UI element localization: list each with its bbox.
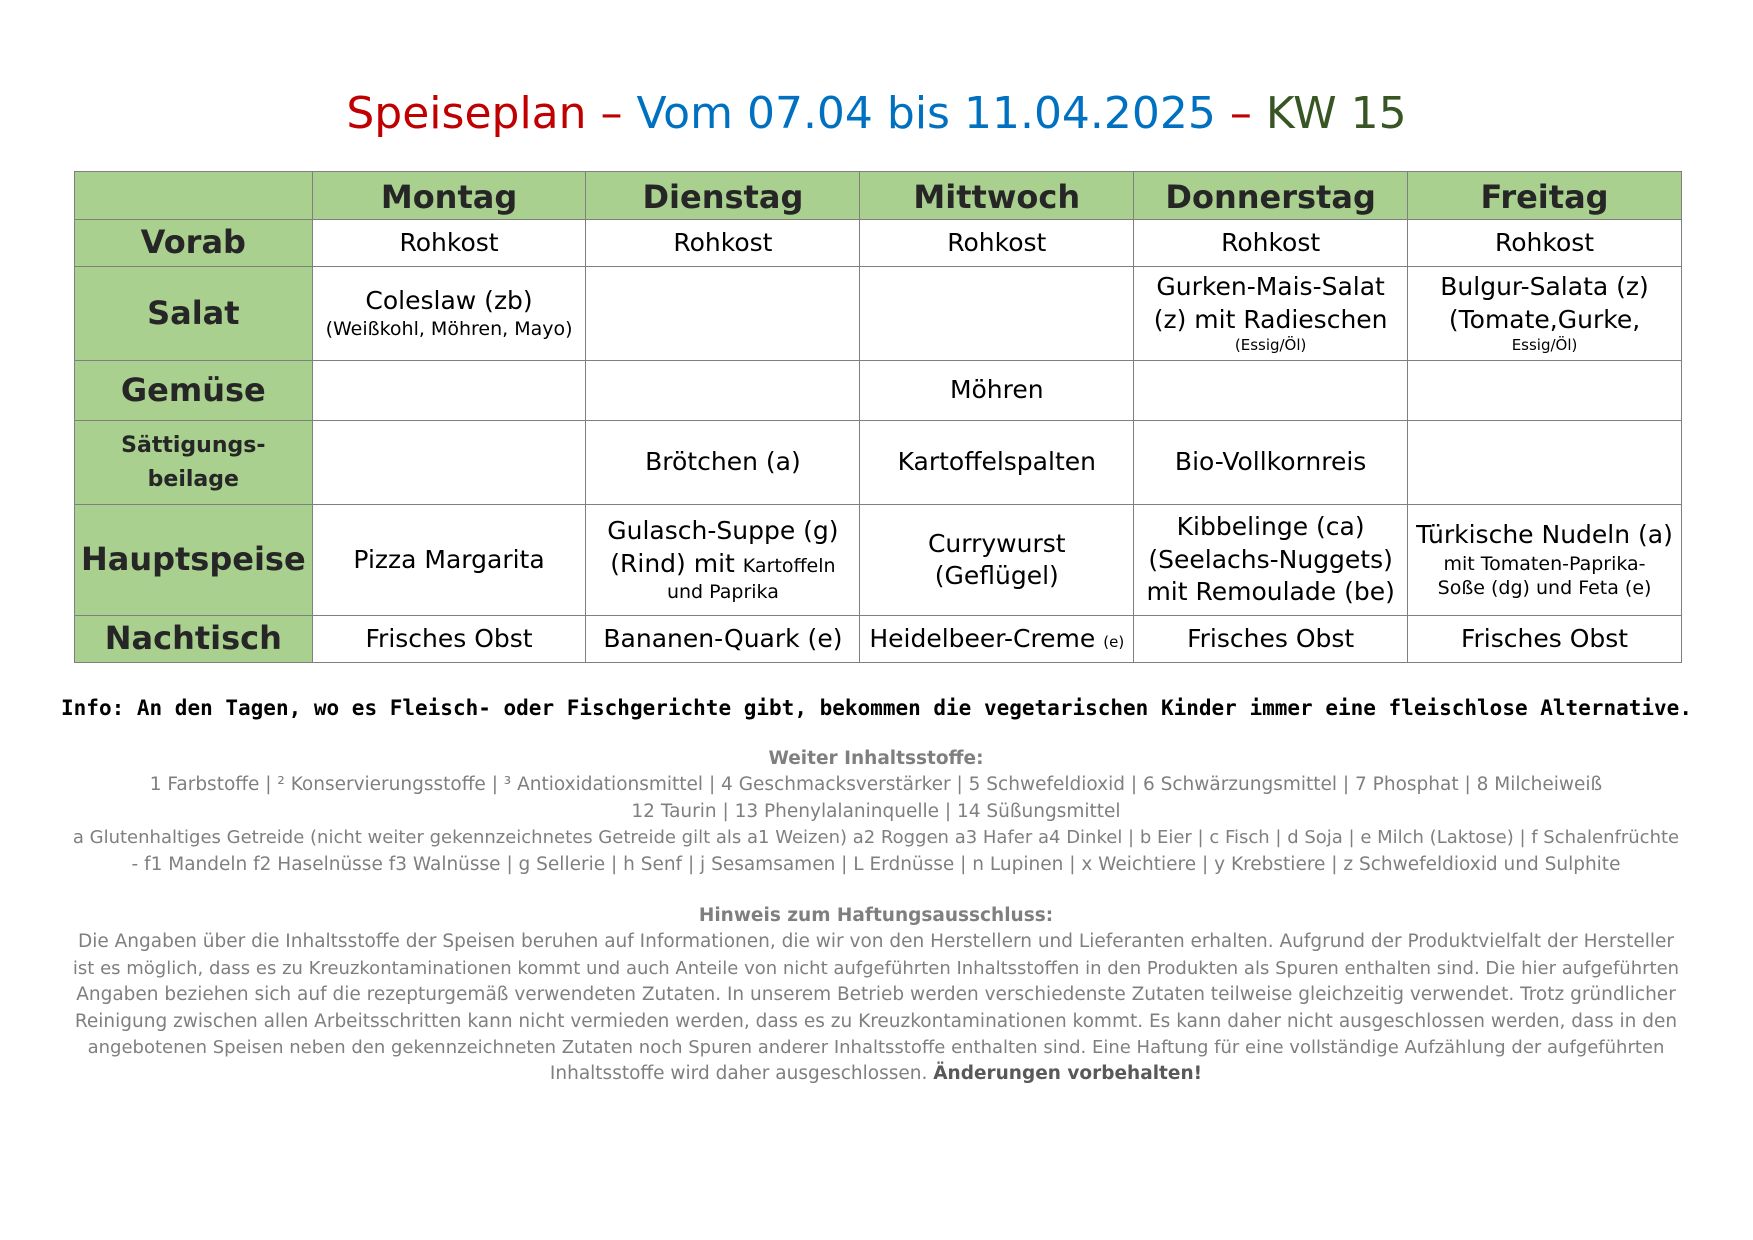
dish-name xyxy=(590,548,855,581)
menu-cell xyxy=(1134,267,1408,361)
menu-table xyxy=(74,171,1682,663)
dish-name: Heidelbeer-Creme xyxy=(869,623,1104,653)
disclaimer-line xyxy=(70,1061,1682,1087)
dish-name: Gurken-Mais-Salat xyxy=(1156,272,1385,302)
dish-name: (z) mit Radieschen xyxy=(1153,304,1388,334)
dish-detail: (Weißkohl, Möhren, Mayo) xyxy=(325,318,573,341)
menu-cell: Rohkost xyxy=(1134,220,1408,267)
menu-cell: Frisches Obst xyxy=(1134,616,1408,663)
day-wednesday: Mittwoch xyxy=(860,172,1134,220)
disclaimer-section xyxy=(70,903,1682,1088)
menu-cell xyxy=(312,267,586,361)
additives-heading: Weiter Inhaltsstoffe: xyxy=(768,748,984,769)
dish-name: (Tomate,Gurke, xyxy=(1448,304,1641,334)
title-separator: – xyxy=(1215,88,1266,139)
day-monday: Montag xyxy=(312,172,586,220)
dish-detail: mit Tomaten-Paprika- xyxy=(1443,552,1646,575)
dish-name: Kibbelinge (ca) xyxy=(1176,512,1365,542)
row-label-saettigungsbeilage xyxy=(75,421,313,505)
day-thursday: Donnerstag xyxy=(1134,172,1408,220)
disclaimer-line: ist es möglich, dass es zu Kreuzkontaminationen kommt und auch Anteile von nicht aufgeführten Inhaltsstoffen in den Produkten als Spuren enthalten sind. Die hier aufgeführten xyxy=(72,957,1680,979)
menu-cell: Rohkost xyxy=(1408,220,1682,267)
changes-reserved-note: Änderungen vorbehalten! xyxy=(933,1063,1203,1085)
row-label-nachtisch: Nachtisch xyxy=(75,616,313,663)
menu-cell xyxy=(1134,361,1408,421)
dish-name: Türkische Nudeln (a) xyxy=(1416,520,1673,550)
title-date-range: Vom 07.04 bis 11.04.2025 xyxy=(636,88,1216,139)
menu-cell xyxy=(312,421,586,505)
title-speiseplan: Speiseplan xyxy=(346,88,587,139)
menu-cell xyxy=(1408,421,1682,505)
menu-cell xyxy=(1408,361,1682,421)
menu-cell xyxy=(860,505,1134,616)
row-hauptspeise xyxy=(75,505,1682,616)
row-vorab xyxy=(75,220,1682,267)
menu-cell: Kartoffelspalten xyxy=(860,421,1134,505)
menu-cell: Pizza Margarita xyxy=(312,505,586,616)
menu-cell xyxy=(586,361,860,421)
disclaimer-line: Reinigung zwischen allen Arbeitsschritten kann nicht vermieden werden, dass es zu Kreuzkontaminationen kommt. Es kann daher nicht ausgeschlossen werden, dass in den xyxy=(74,1010,1678,1032)
row-label-hauptspeise: Hauptspeise xyxy=(75,505,313,616)
menu-cell: Möhren xyxy=(860,361,1134,421)
dish-name: Coleslaw (zb) xyxy=(365,285,533,315)
dish-name-part: (Rind) mit xyxy=(610,548,743,578)
menu-cell: Bananen-Quark (e) xyxy=(586,616,860,663)
page-title xyxy=(0,84,1753,144)
row-nachtisch xyxy=(75,616,1682,663)
info-note: Info: An den Tagen, wo es Fleisch- oder Fischgerichte gibt, bekommen die vegetarischen Kinder immer eine fleischlose Alternative. xyxy=(61,696,1692,720)
menu-cell: Frisches Obst xyxy=(312,616,586,663)
row-label-salat: Salat xyxy=(75,267,313,361)
row-label-vorab: Vorab xyxy=(75,220,313,267)
menu-cell: Bio-Vollkornreis xyxy=(1134,421,1408,505)
dish-detail: (Essig/Öl) xyxy=(1234,336,1307,355)
title-separator: – xyxy=(586,88,637,139)
menu-cell: Rohkost xyxy=(860,220,1134,267)
row-salat xyxy=(75,267,1682,361)
menu-cell: Frisches Obst xyxy=(1408,616,1682,663)
additives-line: a Glutenhaltiges Getreide (nicht weiter gekennzeichnetes Getreide gilt als a1 Weizen) a2 Roggen a3 Hafer a4 Dinkel | b Eier | c Fisch | d Soja | e Milch (Laktose) | f Schalenfrüchte xyxy=(72,827,1680,849)
dish-detail: Soße (dg) und Feta (e) xyxy=(1437,577,1652,600)
title-calendar-week: KW 15 xyxy=(1265,88,1407,139)
day-friday: Freitag xyxy=(1408,172,1682,220)
dish-name: Gulasch-Suppe (g) xyxy=(607,516,839,546)
dish-name-part: Kartoffeln xyxy=(742,554,836,577)
row-gemuese xyxy=(75,361,1682,421)
dish-detail: (e) xyxy=(1103,632,1125,651)
row-label-line: beilage xyxy=(147,466,239,492)
disclaimer-heading: Hinweis zum Haftungsausschluss: xyxy=(698,905,1054,926)
menu-cell xyxy=(586,505,860,616)
dish-detail: und Paprika xyxy=(666,581,779,604)
menu-cell: Rohkost xyxy=(312,220,586,267)
disclaimer-text: Inhaltsstoffe wird daher ausgeschlossen. xyxy=(549,1063,934,1085)
dish-detail: Essig/Öl) xyxy=(1511,336,1578,355)
dish-name: Bulgur-Salata (z) xyxy=(1440,272,1649,302)
corner-cell xyxy=(75,172,313,220)
dish-name: (Seelachs-Nuggets) xyxy=(1148,544,1393,574)
menu-cell xyxy=(586,267,860,361)
day-header-row xyxy=(75,172,1682,220)
dish-name: mit Remoulade (be) xyxy=(1146,577,1395,607)
row-saettigungsbeilage xyxy=(75,421,1682,505)
menu-cell xyxy=(860,267,1134,361)
additives-line: - f1 Mandeln f2 Haselnüsse f3 Walnüsse | g Sellerie | h Senf | j Sesamsamen | L Erdnüsse | n Lupinen | x Weichtiere | y Krebstiere | z Schwefeldioxid und Sulphite xyxy=(131,853,1621,875)
disclaimer-line: Angaben beziehen sich auf die rezepturgemäß verwendeten Zutaten. In unserem Betrieb werden verschiedenste Zutaten teilweise gleichzeitig verwendet. Trotz gründlicher xyxy=(76,984,1676,1006)
menu-cell xyxy=(860,616,1134,663)
menu-cell: Rohkost xyxy=(586,220,860,267)
additives-section xyxy=(70,746,1682,878)
menu-cell: Brötchen (a) xyxy=(586,421,860,505)
disclaimer-line: Die Angaben über die Inhaltsstoffe der Speisen beruhen auf Informationen, die wir von den Herstellern und Lieferanten erhalten. Aufgrund der Produktvielfalt der Hersteller xyxy=(77,931,1675,953)
menu-cell xyxy=(1408,267,1682,361)
row-label-line: Sättigungs- xyxy=(121,432,266,458)
additives-line: 12 Taurin | 13 Phenylalaninquelle | 14 Süßungsmittel xyxy=(631,800,1121,822)
day-tuesday: Dienstag xyxy=(586,172,860,220)
additives-line: 1 Farbstoffe | ² Konservierungsstoffe | ³ Antioxidationsmittel | 4 Geschmacksverstärker | 5 Schwefeldioxid | 6 Schwärzungsmittel | 7 Phosphat | 8 Milcheiweiß xyxy=(149,774,1603,796)
disclaimer-line: angebotenen Speisen neben den gekennzeichneten Zutaten noch Spuren anderer Inhaltsstoffe enthalten sind. Eine Haftung für eine vollständige Aufzählung der aufgeführten xyxy=(87,1037,1665,1059)
menu-cell xyxy=(1134,505,1408,616)
dish-name: (Geflügel) xyxy=(934,561,1059,590)
menu-cell xyxy=(1408,505,1682,616)
menu-cell xyxy=(312,361,586,421)
dish-name: Currywurst xyxy=(927,528,1066,558)
row-label-gemuese: Gemüse xyxy=(75,361,313,421)
